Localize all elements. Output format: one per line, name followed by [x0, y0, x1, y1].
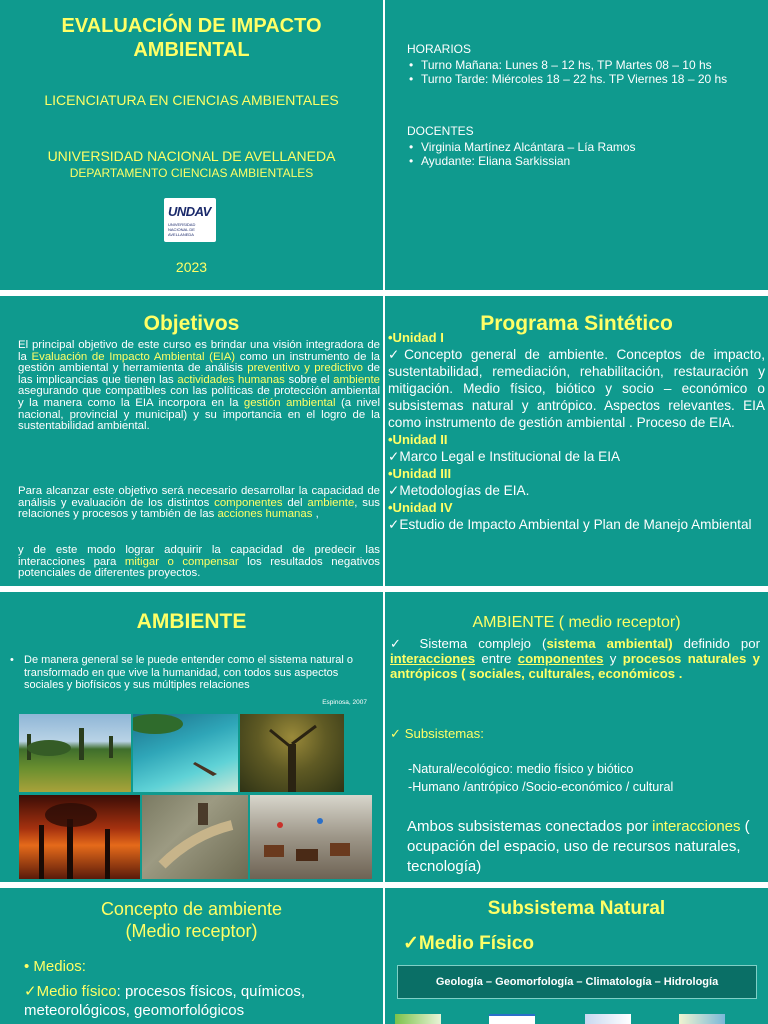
list-item: • Virginia Martínez Alcántara – Lía Ramos: [407, 140, 752, 154]
definition-text: De manera general se le puede entender como el sistema natural o transformado en que vive la humanidad, con todos sus aspectos sociales y biofísicos y sus múltiples relaciones: [24, 654, 353, 691]
text: y de este modo lograr adquirir la capacidad de predecir las interacciones para: [18, 544, 380, 568]
wetland-drawing: [19, 714, 131, 792]
highlight: ✓Medio físico: [24, 983, 117, 1000]
thumbnail-image: [585, 1014, 631, 1024]
system-definition: [390, 636, 760, 681]
unit-label: •Unidad I: [388, 330, 444, 345]
media-heading: • Medios:: [24, 958, 86, 975]
highlight: interacciones: [652, 818, 741, 835]
concept-title-line-1: Concepto de ambiente: [100, 899, 283, 919]
slide-natural-subsystem: [385, 888, 768, 1024]
schedule-block: [407, 42, 752, 86]
teachers-block: [407, 124, 752, 168]
text: y: [603, 651, 623, 666]
receptor-title: AMBIENTE ( medio receptor): [472, 614, 681, 631]
highlight: interacciones: [390, 651, 476, 666]
landfill-drawing: [250, 795, 372, 879]
slide-schedule: [385, 0, 768, 290]
slide-program: [385, 296, 768, 586]
physical-medium-heading: ✓Medio Físico: [403, 933, 534, 954]
text: (a nivel nacional, provincial y municipal) y su importancia en el logro de la sustentabilidad ambiental.: [18, 396, 380, 433]
text: : procesos físicos, químicos, meteorológicos, geomorfológicos: [24, 983, 306, 1019]
thumbnail-image: [395, 1014, 441, 1024]
highlight: procesos naturales y antrópicos ( sociales, culturales, económicos .: [390, 651, 760, 681]
slide-environment-receptor: [385, 592, 768, 882]
human-subsystem: -Humano /antrópico /Socio-económico / cultural: [408, 780, 674, 794]
department-name: DEPARTAMENTO CIENCIAS AMBIENTALES: [69, 166, 314, 180]
highlight: preventivo y predictivo: [247, 362, 363, 375]
photo-lagoon: [133, 714, 238, 792]
pollution-drawing: [19, 795, 140, 879]
logo-subtext: UNIVERSIDAD NACIONAL DE AVELLANEDA: [168, 222, 196, 237]
undav-logo: [164, 198, 216, 242]
photo-sewage: [142, 795, 248, 879]
unit-text: ✓Marco Legal e Institucional de la EIA: [388, 449, 621, 464]
environment-definition: [10, 654, 365, 692]
objectives-paragraph-3: [18, 545, 380, 580]
natural-subsystem: -Natural/ecológico: medio físico y biótico: [408, 762, 634, 776]
program-title: Programa Sintético: [480, 312, 673, 335]
highlight: acciones humanas: [217, 508, 313, 521]
unit-text: ✓Concepto general de ambiente. Conceptos de impacto, sustentabilidad, remediación, rehabilitación, restauración y mitigación. Medio físico, biótico y socio – económico o subsistemas natural y antrópico. Aspectos relevantes. EIA como instrumento de gestión ambiental . Proceso de EIA.: [388, 347, 765, 430]
text: del: [282, 496, 308, 509]
course-title: EVALUACIÓN DE IMPACTO AMBIENTAL: [61, 15, 322, 61]
text: ( ocupación del espacio, uso de recursos naturales, tecnología): [407, 818, 750, 875]
sewage-drawing: [142, 795, 248, 879]
slide-title: [0, 0, 383, 290]
text: definido por: [672, 636, 760, 651]
slide-objectives: [0, 296, 383, 586]
unit-text: ✓Estudio de Impacto Ambiental y Plan de Manejo Ambiental: [388, 517, 752, 532]
unit-label: •Unidad IV: [388, 500, 453, 515]
degree-name: LICENCIATURA EN CIENCIAS AMBIENTALES: [44, 92, 339, 108]
connected-subsystems: [407, 817, 757, 877]
highlight: componentes: [214, 496, 283, 509]
photo-forest: [240, 714, 344, 792]
physical-medium: [24, 982, 374, 1020]
text: los resultados negativos potenciales de diferentes proyectos.: [18, 555, 380, 580]
slide-environment: [0, 592, 383, 882]
highlight: Evaluación de Impacto Ambiental (EIA): [31, 350, 236, 363]
schedule-list: [407, 58, 752, 86]
highlight: actividades humanas: [177, 373, 285, 386]
highlight: mitigar o compensar: [124, 555, 239, 568]
highlight: gestión ambiental: [243, 396, 336, 409]
concept-title-line-2: (Medio receptor): [125, 921, 258, 941]
text: ,: [312, 508, 319, 521]
highlight: ambiente: [333, 373, 380, 386]
text: Para alcanzar este objetivo será necesario desarrollar la capacidad de análisis y evaluación de los distintos: [18, 485, 380, 509]
schedule-heading: HORARIOS: [407, 42, 472, 56]
highlight: ambiente: [307, 496, 355, 509]
citation: Espinosa, 2007: [322, 699, 367, 706]
program-content: [388, 329, 765, 533]
bullet-icon: •: [10, 654, 14, 666]
objectives-paragraph-2: [18, 486, 380, 521]
natural-subsystem-title: Subsistema Natural: [487, 898, 666, 919]
photo-landfill: [250, 795, 372, 879]
thumbnail-image: [679, 1014, 725, 1024]
list-item: • Turno Tarde: Miércoles 18 – 22 hs. TP Viernes 18 – 20 hs: [407, 72, 752, 86]
text: ✓ Sistema complejo (: [390, 636, 547, 651]
concept-title: [0, 898, 383, 942]
text: , sus relaciones y procesos y también de las: [18, 496, 381, 521]
text: Ambos subsistemas conectados por: [407, 818, 653, 835]
lagoon-drawing: [133, 714, 238, 792]
text: El principal objetivo de este curso es brindar una visión integradora de la: [18, 339, 380, 363]
text: entre: [475, 651, 518, 666]
highlight: componentes: [517, 651, 604, 666]
photo-pollution: [19, 795, 140, 879]
disciplines-band: [397, 965, 757, 999]
university-name: UNIVERSIDAD NACIONAL DE AVELLANEDA: [47, 148, 336, 164]
subsystems-heading: ✓ Subsistemas:: [390, 726, 484, 741]
unit-label: •Unidad II: [388, 432, 448, 447]
list-item: • Turno Mañana: Lunes 8 – 12 hs, TP Martes 08 – 10 hs: [407, 58, 752, 72]
objectives-paragraph-1: [18, 340, 380, 433]
thumbnail-image: [489, 1014, 535, 1024]
unit-text: ✓Metodologías de EIA.: [388, 483, 530, 498]
unit-label: •Unidad III: [388, 466, 452, 481]
teachers-heading: DOCENTES: [407, 124, 474, 138]
photo-wetland: [19, 714, 131, 792]
text: de las implicancias que tienen las: [18, 362, 380, 386]
text: asegurando que compatibles con las políticas de protección ambiental y la manera como la EIA incorpora en la: [18, 385, 380, 409]
course-year: 2023: [175, 259, 208, 275]
disciplines-text: Geología – Geomorfología – Climatología – Hidrología: [435, 976, 719, 988]
highlight: sistema ambiental): [546, 636, 673, 651]
teachers-list: [407, 140, 752, 168]
objectives-title: Objetivos: [143, 312, 240, 335]
text: como un instrumento de la gestión ambiental y herramienta de análisis: [18, 350, 380, 375]
slide-environment-concept: [0, 888, 383, 1024]
logo-text: UNDAV: [168, 204, 211, 219]
text: sobre el: [284, 373, 334, 386]
environment-title: AMBIENTE: [136, 610, 247, 633]
list-item: • Ayudante: Eliana Sarkissian: [407, 154, 752, 168]
forest-drawing: [240, 714, 344, 792]
